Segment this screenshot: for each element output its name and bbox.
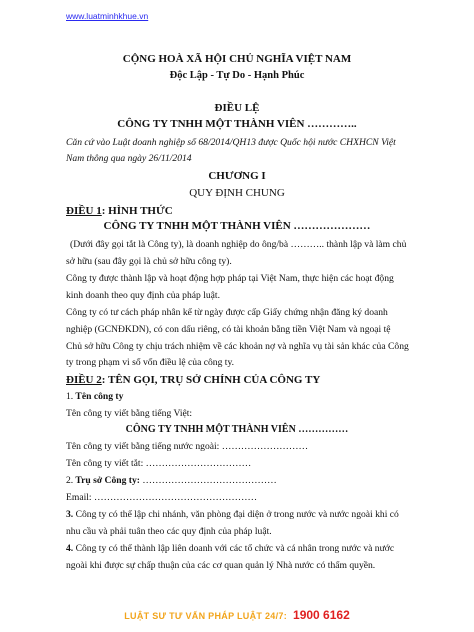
article-1-title: : HÌNH THỨC xyxy=(101,205,173,217)
article-1-p3-line-1: Công ty có tư cách pháp nhân kể từ ngày được cấp Giấy chứng nhận đăng ký doanh xyxy=(66,307,388,318)
abbreviated-name-field: Tên công ty viết tắt: …………………………… xyxy=(66,458,252,469)
section-4-number: 4. xyxy=(66,543,74,554)
legal-basis-line-2: Nam thông qua ngày 26/11/2014 xyxy=(66,153,192,164)
section-1-number: 1. xyxy=(66,391,74,402)
vietnamese-name-label: Tên công ty viết bằng tiếng Việt: xyxy=(66,408,193,419)
article-1-p1-line-2: sở hữu (sau đây gọi là chủ sở hữu công ty). xyxy=(66,256,232,267)
legal-basis-line-1: Căn cứ vào Luật doanh nghiệp số 68/2014/QH13 được Quốc hội nước CHXHCN Việt xyxy=(66,137,396,148)
hotline-label: LUẬT SƯ TƯ VẤN PHÁP LUẬT 24/7: xyxy=(124,611,288,621)
chapter-number: CHƯƠNG I xyxy=(208,170,266,182)
article-2-company-line: CÔNG TY TNHH MỘT THÀNH VIÊN …………… xyxy=(125,424,349,435)
section-2-title: Trụ sở Công ty: xyxy=(73,475,140,486)
section-3-line-1 xyxy=(66,509,399,520)
charter-title: ĐIỀU LỆ xyxy=(214,102,260,114)
national-motto: Độc Lập - Tự Do - Hạnh Phúc xyxy=(169,70,305,81)
chapter-name: QUY ĐỊNH CHUNG xyxy=(189,187,285,199)
article-1-p1-line-1: (Dưới đây gọi tắt là Công ty), là doanh nghiệp do ông/bà ……….. thành lập và làm chủ xyxy=(70,239,407,250)
article-1-p2-line-2: kinh doanh theo quy định của pháp luật. xyxy=(66,290,221,301)
section-4-line-1 xyxy=(66,543,394,554)
section-3-line-2: nhu cầu và phải tuân theo các quy định của pháp luật. xyxy=(66,526,272,537)
article-1-p3-line-3: Chủ sở hữu Công ty chịu trách nhiệm về các khoản nợ và nghĩa vụ tài sản khác của Công xyxy=(66,341,409,352)
section-4-text: Công ty có thể thành lập liên doanh với các tổ chức và cá nhân trong nước và nước xyxy=(73,543,395,554)
article-1-company-line: CÔNG TY TNHH MỘT THÀNH VIÊN ………………… xyxy=(103,220,371,232)
article-1-heading xyxy=(66,205,173,217)
hotline-number[interactable]: 1900 6162 xyxy=(293,608,350,622)
website-link[interactable]: www.luatminhkhue.vn xyxy=(66,11,149,21)
section-3-text: Công ty có thể lập chi nhánh, văn phòng đại diện ở trong nước và nước ngoài khi có xyxy=(73,509,399,520)
article-2-heading xyxy=(66,374,320,386)
section-2-heading xyxy=(66,475,277,486)
article-2-title: : TÊN GỌI, TRỤ SỞ CHÍNH CỦA CÔNG TY xyxy=(101,374,321,386)
article-1-p2-line-1: Công ty được thành lập và hoạt động hợp pháp tại Việt Nam, thực hiện các hoạt động xyxy=(66,273,394,284)
national-title: CỘNG HOÀ XÃ HỘI CHỦ NGHĨA VIỆT NAM xyxy=(122,53,352,65)
head-office-dots: …………………………………… xyxy=(140,475,277,486)
section-1-title: Tên công ty xyxy=(73,391,124,402)
section-1-heading xyxy=(66,391,123,402)
article-1-p3-line-2: nghiệp (GCNĐKDN), có con dấu riêng, có tài khoản bằng tiền Việt Nam và ngoại tệ xyxy=(66,324,391,335)
section-2-number: 2. xyxy=(66,475,74,486)
foreign-name-field: Tên công ty viết bằng tiếng nước ngoài: ……………………… xyxy=(66,441,309,452)
article-2-label: ĐIỀU 2 xyxy=(66,374,102,386)
charter-company-line: CÔNG TY TNHH MỘT THÀNH VIÊN ………….. xyxy=(117,118,357,130)
article-1-label: ĐIỀU 1 xyxy=(66,205,102,217)
section-4-line-2: ngoài khi được sự chấp thuận của các cơ quan quản lý Nhà nước có thẩm quyền. xyxy=(66,560,376,571)
article-1-p3-line-4: ty trong phạm vi số vốn điều lệ của công ty. xyxy=(66,357,235,368)
section-3-number: 3. xyxy=(66,509,74,520)
hotline-footer xyxy=(0,606,474,624)
email-field: Email: …………………………………………… xyxy=(66,492,258,503)
